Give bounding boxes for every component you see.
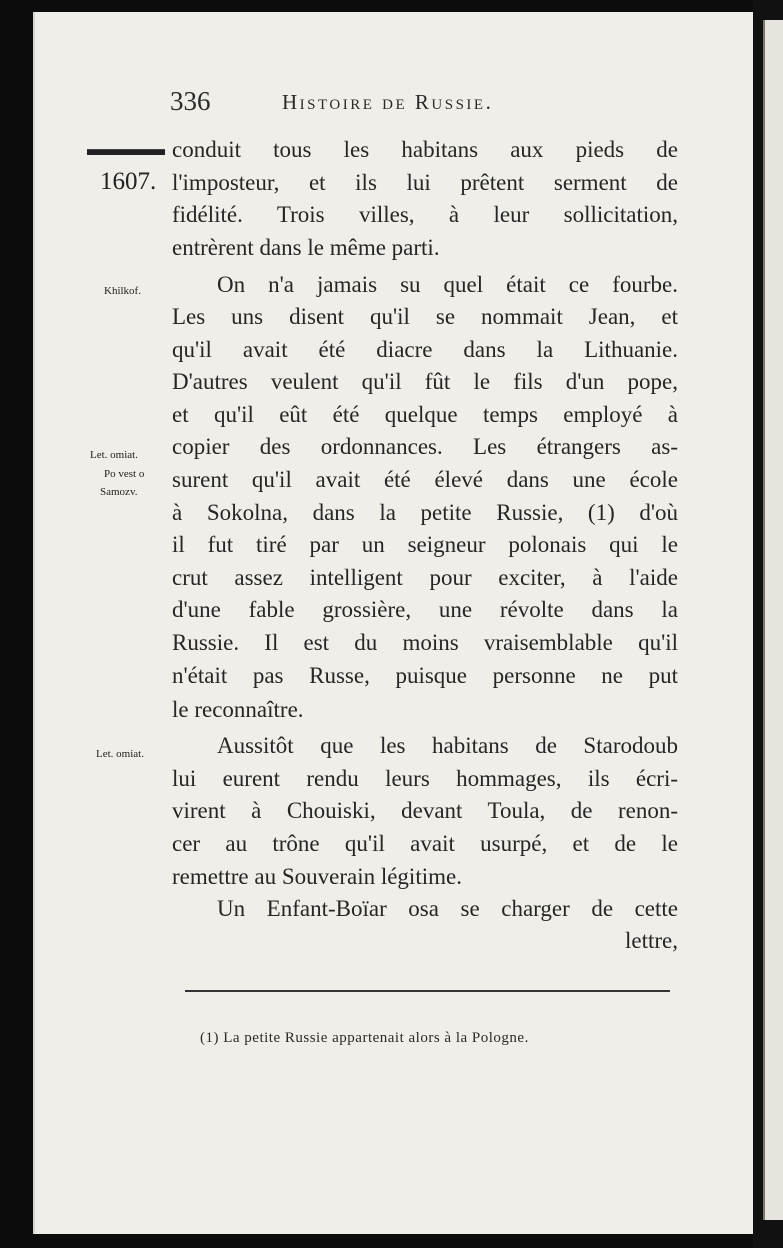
text-line: Les uns disent qu'il se nommait Jean, et bbox=[172, 304, 678, 329]
page-number: 336 bbox=[170, 86, 211, 116]
text-line: crut assez intelligent pour exciter, à l'aide bbox=[172, 565, 678, 590]
text-line: qu'il avait été diacre dans la Lithuanie. bbox=[172, 337, 678, 362]
text-line: copier des ordonnances. Les étrangers as- bbox=[172, 434, 678, 459]
text-line: Russie. Il est du moins vraisemblable qu'il bbox=[172, 630, 678, 655]
margin-year: 1607. bbox=[100, 168, 157, 195]
text-line: virent à Chouiski, devant Toula, de renon- bbox=[172, 798, 678, 823]
text-line: le reconnaître. bbox=[172, 697, 304, 722]
margin-note-letopis: Let. omiat. bbox=[90, 449, 138, 461]
text-line: surent qu'il avait été élevé dans une école bbox=[172, 467, 678, 492]
margin-note-povest: Po vest o bbox=[104, 468, 145, 480]
text-line: n'était pas Russe, puisque personne ne put bbox=[172, 663, 678, 688]
footnote-rule bbox=[185, 990, 670, 992]
text-line: Un Enfant-Boïar osa se charger de cette bbox=[217, 896, 678, 921]
text-line: et qu'il eût été quelque temps employé à bbox=[172, 402, 678, 427]
page-header bbox=[170, 86, 690, 120]
footnote: (1) La petite Russie appartenait alors à la Pologne. bbox=[200, 1030, 529, 1046]
text-line: On n'a jamais su quel était ce fourbe. bbox=[217, 272, 678, 297]
margin-note-khilkof: Khilkof. bbox=[104, 285, 141, 297]
text-line: il fut tiré par un seigneur polonais qui le bbox=[172, 532, 678, 557]
section-rule bbox=[87, 149, 165, 155]
text-line: lettre, bbox=[625, 928, 678, 953]
text-line: conduit tous les habitans aux pieds de bbox=[172, 137, 678, 162]
text-line: d'une fable grossière, une révolte dans la bbox=[172, 597, 678, 622]
text-line: entrèrent dans le même parti. bbox=[172, 235, 440, 260]
margin-note-letopis-2: Let. omiat. bbox=[96, 748, 144, 760]
running-title: Histoire de Russie. bbox=[282, 90, 494, 114]
text-line: à Sokolna, dans la petite Russie, (1) d'où bbox=[172, 500, 678, 525]
text-line: cer au trône qu'il avait usurpé, et de le bbox=[172, 831, 678, 856]
text-line: D'autres veulent qu'il fût le fils d'un pope, bbox=[172, 369, 678, 394]
text-line: fidélité. Trois villes, à leur sollicitation, bbox=[172, 202, 678, 227]
text-line: l'imposteur, et ils lui prêtent serment de bbox=[172, 170, 678, 195]
text-line: remettre au Souverain légitime. bbox=[172, 864, 462, 889]
margin-note-samozv: Samozv. bbox=[100, 486, 138, 498]
next-page-edge bbox=[753, 0, 783, 1248]
text-line: lui eurent rendu leurs hommages, ils écri- bbox=[172, 766, 678, 791]
text-line: Aussitôt que les habitans de Starodoub bbox=[217, 733, 678, 758]
